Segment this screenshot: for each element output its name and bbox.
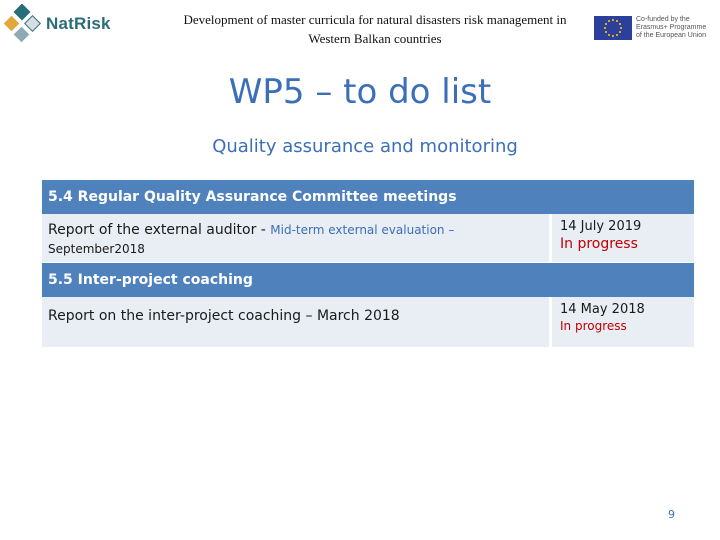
eu-text-line-2: Erasmus+ Programme [636,24,707,31]
table-row [42,297,694,348]
task-note: Mid-term external evaluation – [270,223,455,237]
status-cell [552,214,694,262]
project-header [160,10,590,48]
task-dash: - [256,222,271,238]
header-line-1: Development of master curricula for natural disasters risk management in [183,12,567,27]
slide-title: WP5 – to do list [228,72,492,112]
task-text: Report on the inter-project coaching – March 2018 [48,308,400,324]
due-date: 14 July 2019 [560,219,642,234]
page-number: 9 [668,508,675,521]
eu-text-line-3: of the European Union [636,32,707,39]
header-line-2: Western Balkan countries [308,31,442,46]
task-table [42,180,694,348]
task-text: Report of the external auditor [48,222,257,238]
eu-funding-text [636,16,716,40]
due-date: 14 May 2018 [560,302,645,317]
section-heading-5-5: 5.5 Inter-project coaching [42,263,694,297]
status-cell [552,297,694,347]
slide-subtitle: Quality assurance and monitoring [212,136,518,157]
eu-text-line-1: Co-funded by the [636,16,690,23]
section-heading-5-4: 5.4 Regular Quality Assurance Committee meetings [42,180,694,214]
task-note-date: September2018 [48,242,145,256]
status-text: In progress [560,236,638,252]
natrisk-logo [4,4,116,44]
table-row [42,214,694,263]
task-cell [42,297,552,347]
eu-flag-icon [594,16,632,40]
logo-text: NatRisk [46,14,111,33]
task-cell [42,214,552,262]
natrisk-emblem-icon [4,4,44,44]
status-text: In progress [560,319,627,333]
